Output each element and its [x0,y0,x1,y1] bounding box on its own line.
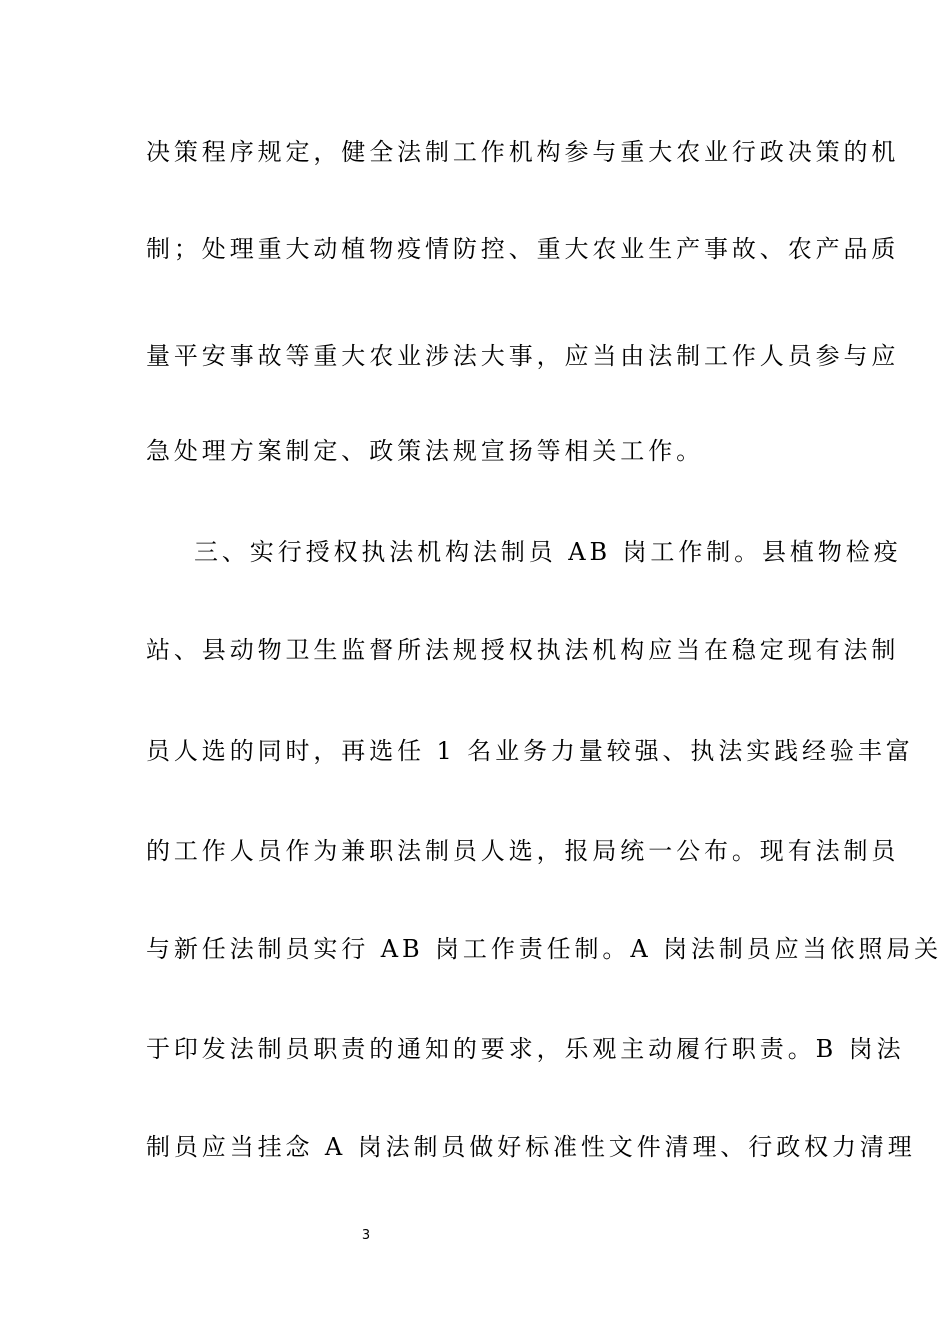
body-text-line: 员人选的同时，再选任 1 名业务力量较强、执法实践经验丰富 [146,737,914,765]
page-number: 3 [361,1228,371,1243]
body-text-line: 的工作人员作为兼职法制员人选，报局统一公布。现有法制员 [146,837,900,865]
section-heading-line: 三、实行授权执法机构法制员 AB 岗工作制。县植物检疫 [194,538,902,566]
body-text-line: 制员应当挂念 A 岗法制员做好标准性文件清理、行政权力清理 [146,1133,916,1161]
body-text-line: 急处理方案制定、政策法规宣扬等相关工作。 [146,437,704,465]
body-text-line: 于印发法制员职责的通知的要求，乐观主动履行职责。B 岗法 [146,1035,905,1063]
body-text-line: 制；处理重大动植物疫情防控、重大农业生产事故、农产品质 [146,235,900,263]
body-text-line: 量平安事故等重大农业涉法大事，应当由法制工作人员参与应 [146,342,900,370]
body-text-line: 决策程序规定，健全法制工作机构参与重大农业行政决策的机 [146,138,900,166]
body-text-line: 站、县动物卫生监督所法规授权执法机构应当在稳定现有法制 [146,636,900,664]
body-text-line: 与新任法制员实行 AB 岗工作责任制。A 岗法制员应当依照局关 [146,935,943,963]
